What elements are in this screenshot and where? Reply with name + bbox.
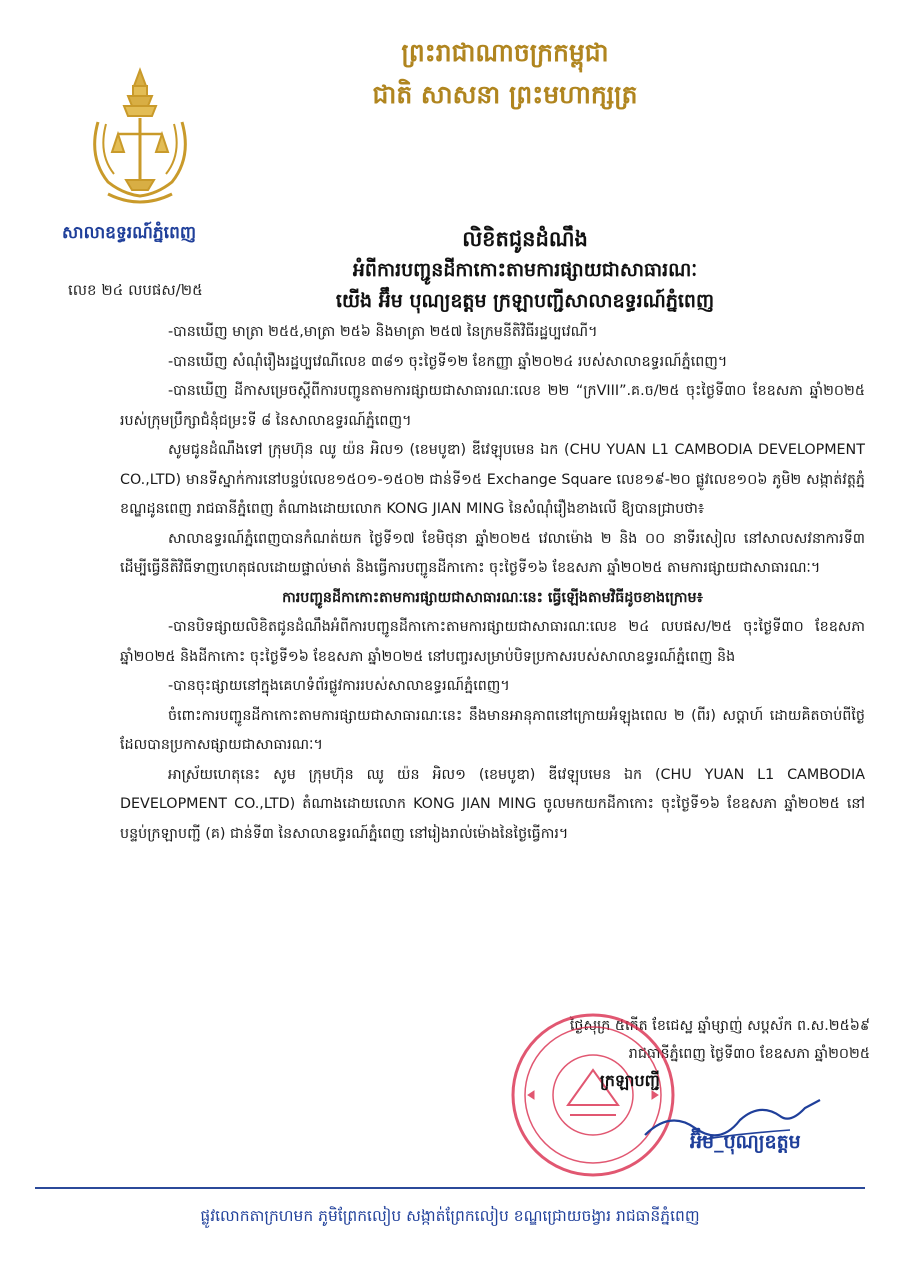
footer-address: ផ្លូវលោកតាក្រហមក ភូមិព្រែកលៀប សង្កាត់ព្រែកលៀប ខណ្ឌជ្រោយចង្វារ រាជធានីភ្នំពេញ — [200, 1207, 700, 1225]
place-date: រាជធានីភ្នំពេញ ថ្ងៃទី៣០ ខែឧសភា ឆ្នាំ២០២៥ — [628, 1046, 870, 1062]
court-name: សាលាឧទ្ធរណ៍ភ្នំពេញ — [62, 223, 197, 243]
paragraph-8: -បានចុះផ្សាយនៅក្នុងគេហទំព័រផ្លូវការរបស់សាលាឧទ្ធរណ៍ភ្នំពេញ។ — [168, 678, 510, 694]
paragraph-7: -បានបិទផ្សាយលិខិតជូនដំណឹងអំពីការបញ្ជូនដីកាកោះតាមការផ្សាយជាសាធារណៈលេខ ២៤ លបផស/២៥ ចុះថ្ងៃទី៣០ ខែឧសភា ឆ្នាំ២០២៥ និងដីកាកោះ ចុះថ្ងៃទី១៦ ខែឧសភា ឆ្នាំ២០២៥ នៅបញ្ចរសម្រាប់បិទប្រកាសរបស់សាលាឧទ្ធរណ៍ភ្នំពេញ និង — [120, 619, 865, 665]
issuer-line: យើង អ៊ឹម បុណ្យឧត្តម ក្រឡាបញ្ជីសាលាឧទ្ធរណ៍ភ្នំពេញ — [335, 290, 715, 312]
lunar-date: ថ្ងៃសុក្រ ៥កើត ខែជេស្ឋ ឆ្នាំម្សាញ់ សប្តស័ក ព.ស.២៥៦៩ — [569, 1018, 870, 1034]
footer-divider — [35, 1187, 865, 1189]
signatory-name: អ៊ឹម_បុណ្យឧត្តម — [690, 1131, 801, 1153]
royal-emblem-icon — [78, 62, 203, 212]
paragraph-2: -បានឃើញ សំណុំរឿងរដ្ឋប្បវេណីលេខ ៣៨១ ចុះថ្ងៃទី១២ ខែកញ្ញា ឆ្នាំ២០២៤ របស់សាលាឧទ្ធរណ៍ភ្នំពេញ។ — [168, 353, 728, 370]
notice-title: លិខិតជូនដំណឹង — [462, 227, 588, 251]
motto-header: ជាតិ សាសនា ព្រះមហាក្សត្រ — [372, 80, 638, 109]
notice-subtitle: អំពីការបញ្ជូនដីកាកោះតាមការផ្សាយជាសាធារណៈ — [352, 259, 698, 281]
paragraph-4: សូមជូនដំណឹងទៅ ក្រុមហ៊ុន ឈូ យ៉ន អិល១ (ខេមបូឌា) ឌីវេឡុបមេន ឯក (CHU YUAN L1 CAMBODIA DEVELOPMENT CO.,LTD) មានទីស្នាក់ការនៅបន្ទប់លេខ១៥០១-១៥០២ ជាន់ទី១៥ Exchange Square លេខ១៩-២០ ផ្លូវលេខ១០៦ ភូមិ២ សង្កាត់វត្តភ្នំ ខណ្ឌដូនពេញ រាជធានីភ្នំពេញ តំណាងដោយលោក KONG JIAN MING នៃសំណុំរឿងខាងលើ ឱ្យបានជ្រាបថា៖ — [120, 442, 865, 517]
paragraph-6: ការបញ្ជូនដីកាកោះតាមការផ្សាយជាសាធារណៈនេះ ធ្វើឡើងតាមវិធីដូចខាងក្រោម៖ — [282, 589, 703, 606]
kingdom-header: ព្រះរាជាណាចក្រកម្ពុជា — [401, 38, 609, 67]
paragraph-3: -បានឃើញ ដីកាសម្រេចស្តីពីការបញ្ជូនតាមការផ្សាយជាសាធារណៈលេខ ២២ “ក្រVIII”.គ.ច/២៥ ចុះថ្ងៃទី៣០ ខែឧសភា ឆ្នាំ២០២៥ របស់ក្រុមប្រឹក្សាជំនុំជម្រះទី ៨ នៃសាលាឧទ្ធរណ៍ភ្នំពេញ។ — [120, 383, 865, 429]
paragraph-1: -បានឃើញ មាត្រា ២៥៥,មាត្រា ២៥៦ និងមាត្រា ២៥៧ នៃក្រមនីតិវិធីរដ្ឋប្បវេណី។ — [168, 324, 598, 340]
reference-number: លេខ ២៤ លបផស/២៥ — [68, 281, 203, 299]
paragraph-9: ចំពោះការបញ្ជូនដីកាកោះតាមការផ្សាយជាសាធារណៈនេះ នឹងមានអានុភាពនៅក្រោយអំឡុងពេល ២ (ពីរ) សប្តាហ៍ ដោយគិតចាប់ពីថ្ងៃដែលបានប្រកាសផ្សាយជាសាធារណៈ។ — [120, 707, 865, 753]
notice-body — [120, 318, 865, 849]
paragraph-5: សាលាឧទ្ធរណ៍ភ្នំពេញបានកំណត់យក ថ្ងៃទី១៧ ខែមិថុនា ឆ្នាំ២០២៥ វេលាម៉ោង ២ និង ០០ នាទីរសៀល នៅសាលសវនាការទី៣ ដើម្បីធ្វើនីតិវិធីទាញហេតុផលដោយផ្ទាល់មាត់ និងធ្វើការបញ្ជូនដីកាកោះ ចុះថ្ងៃទី១៦ ខែឧសភា ឆ្នាំ២០២៥ តាមការផ្សាយជាសាធារណៈ។ — [120, 530, 865, 576]
paragraph-10: អាស្រ័យហេតុនេះ សូម ក្រុមហ៊ុន ឈូ យ៉ន អិល១ (ខេមបូឌា) ឌីវេឡុបមេន ឯក (CHU YUAN L1 CAMBODIA DEVELOPMENT CO.,LTD) តំណាងដោយលោក KONG JIAN MING ចូលមកយកដីកាកោះ ចុះថ្ងៃទី១៦ ខែឧសភា ឆ្នាំ២០២៥ នៅបន្ទប់ក្រឡាបញ្ជី (គ) ជាន់ទី៣ នៃសាលាឧទ្ធរណ៍ភ្នំពេញ នៅរៀងរាល់ម៉ោងនៃថ្ងៃធ្វើការ។ — [120, 766, 865, 842]
signatory-title: ក្រឡាបញ្ជី — [600, 1071, 660, 1090]
